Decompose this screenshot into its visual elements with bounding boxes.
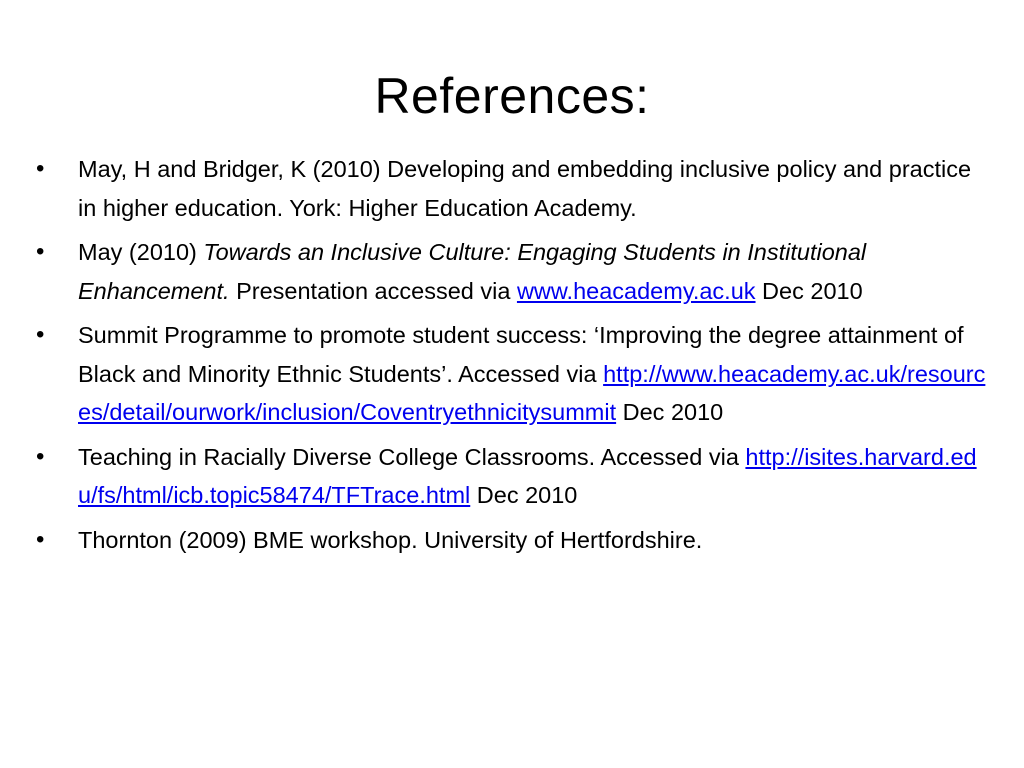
bullet-icon: • xyxy=(36,155,45,182)
reference-item-5 xyxy=(36,521,994,560)
bullet-icon: • xyxy=(36,238,45,265)
reference-text: Teaching in Racially Diverse College Classrooms. Accessed via xyxy=(78,443,746,470)
reference-text: Presentation accessed via xyxy=(229,277,517,304)
reference-item-1 xyxy=(36,150,994,227)
slide-title: References: xyxy=(374,68,650,124)
bullet-icon: • xyxy=(36,321,45,348)
reference-item-3 xyxy=(36,316,994,432)
reference-link[interactable]: http://www.heacademy.ac.uk/resources/detail/ourwork/inclusion/Coventryethnicitysummit xyxy=(78,360,986,425)
reference-text: Thornton (2009) BME workshop. University of Hertfordshire. xyxy=(78,526,703,553)
reference-link[interactable]: www.heacademy.ac.uk xyxy=(516,277,756,304)
reference-date: Dec 2010 xyxy=(470,482,578,508)
reference-text: May, H and Bridger, K (2010) Developing and embedding inclusive policy and practice in higher education. York: Higher Education Academy. xyxy=(78,156,972,221)
reference-link[interactable]: http://isites.harvard.edu/fs/html/icb.topic58474/TFTrace.html xyxy=(78,443,977,508)
bullet-icon: • xyxy=(36,442,45,470)
reference-text: May (2010) xyxy=(78,239,204,265)
references-list xyxy=(36,150,994,565)
reference-date: Dec 2010 xyxy=(616,399,724,425)
reference-item-4 xyxy=(36,438,994,515)
reference-text: Summit Programme to promote student success: ‘Improving the degree attainment of Black and Minority Ethnic Students’. Accessed via xyxy=(78,322,964,387)
bullet-icon: • xyxy=(36,525,45,553)
reference-italic-title: Towards an Inclusive Culture: Engaging Students in Institutional Enhancement. xyxy=(78,239,867,304)
reference-date: Dec 2010 xyxy=(755,277,863,304)
reference-item-2 xyxy=(36,233,994,310)
